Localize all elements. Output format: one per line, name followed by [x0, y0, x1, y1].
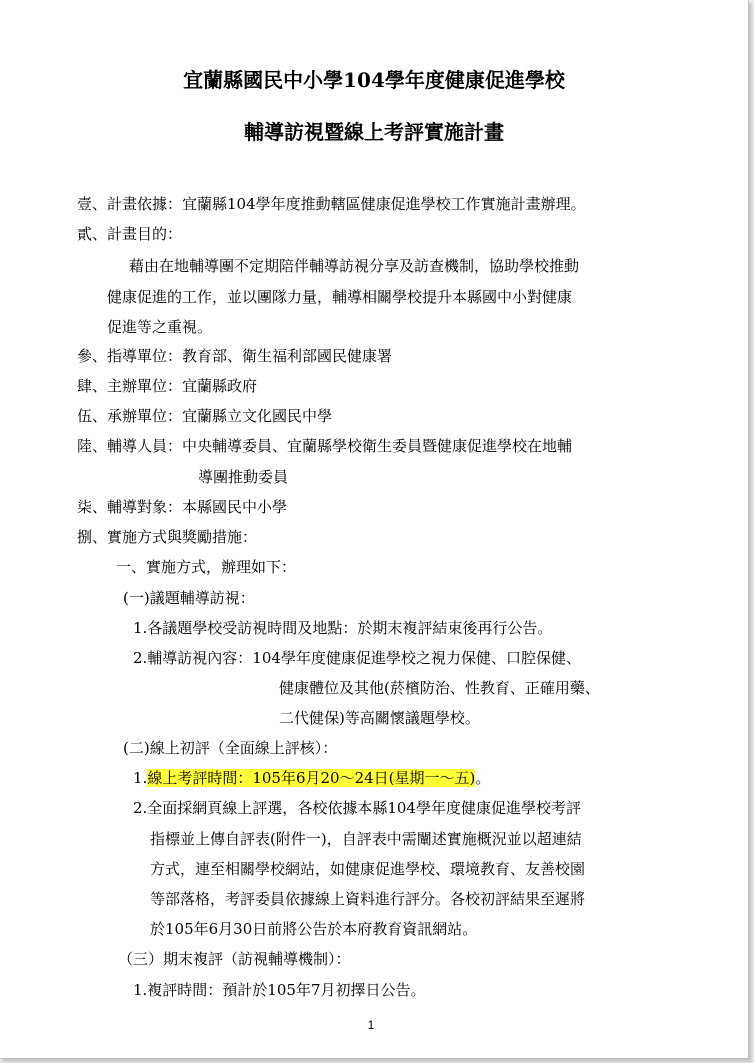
online-review-item1 [133, 768, 490, 788]
final-review-heading: （三）期末複評（訪視輔導機制）： [118, 950, 351, 968]
final-review-item1: 1.複評時間：預計於105年7月初擇日公告。 [133, 981, 426, 999]
section-targets: 柒、輔導對象：本縣國民中小學 [77, 498, 288, 516]
online-review-item1-number: 1. [133, 769, 148, 787]
online-review-item2-line5: 於105年6月30日前將公告於本府教育資訊網站。 [150, 920, 478, 938]
section-organizer: 肆、主辦單位：宜蘭縣政府 [77, 377, 258, 395]
online-review-item2-line3: 方式，連至相關學校網站，如健康促進學校、環境教育、友善校園 [150, 860, 586, 878]
section-purpose-line1: 藉由在地輔導團不定期陪伴輔導訪視分享及訪查機制，協助學校推動 [129, 257, 580, 275]
section-methods-heading: 捌、實施方式與獎勵措施： [77, 528, 258, 546]
online-review-item2-line4: 等部落格，考評委員依據線上資料進行評分。各校初評結果至遲將 [150, 890, 586, 908]
issue-visit-heading: (一)議題輔導訪視： [123, 589, 255, 607]
section-staff-line1: 陸、輔導人員：中央輔導委員、宜蘭縣學校衛生委員暨健康促進學校在地輔 [77, 437, 573, 455]
issue-visit-item2-line3: 二代健保)等高關懷議題學校。 [279, 709, 480, 727]
section-purpose-heading: 貳、計畫目的： [77, 225, 183, 243]
issue-visit-item1: 1.各議題學校受訪視時間及地點：於期末複評結束後再行公告。 [133, 619, 553, 637]
section-host: 伍、承辦單位：宜蘭縣立文化國民中學 [77, 407, 333, 425]
document-title-line2: 輔導訪視暨線上考評實施計畫 [244, 120, 504, 144]
issue-visit-item2-line1: 2.輔導訪視內容：104學年度健康促進學校之視力保健、口腔保健、 [133, 649, 581, 667]
document-title-line1: 宜蘭縣國民中小學104學年度健康促進學校 [183, 68, 565, 92]
online-review-item1-end: 。 [475, 769, 491, 787]
section-staff-line2: 導團推動委員 [198, 468, 289, 486]
section-purpose-line3: 促進等之重視。 [107, 318, 213, 336]
issue-visit-item2-line2: 健康體位及其他(菸檳防治、性教育、正確用藥、 [279, 679, 600, 697]
highlighted-review-period: 線上考評時間：105年6月20～24日(星期一～五) [147, 769, 476, 787]
section-basis: 壹、計畫依據：宜蘭縣104學年度推動轄區健康促進學校工作實施計畫辦理。 [77, 195, 586, 213]
online-review-item2-line1: 2.全面採網頁線上評選，各校依據本縣104學年度健康促進學校考評 [133, 799, 581, 817]
section-guiding-unit: 參、指導單位：教育部、衛生福利部國民健康署 [77, 347, 393, 365]
section-purpose-line2: 健康促進的工作，並以團隊力量，輔導相關學校提升本縣國中小對健康 [107, 288, 573, 306]
online-review-heading: (二)線上初評（全面線上評核）： [123, 739, 338, 757]
implementation-heading: 一、實施方式，辦理如下： [116, 558, 297, 576]
page-number: 1 [367, 1018, 375, 1032]
online-review-item2-line2: 指標並上傳自評表(附件一)，自評表中需闡述實施概況並以超連結 [150, 830, 582, 848]
